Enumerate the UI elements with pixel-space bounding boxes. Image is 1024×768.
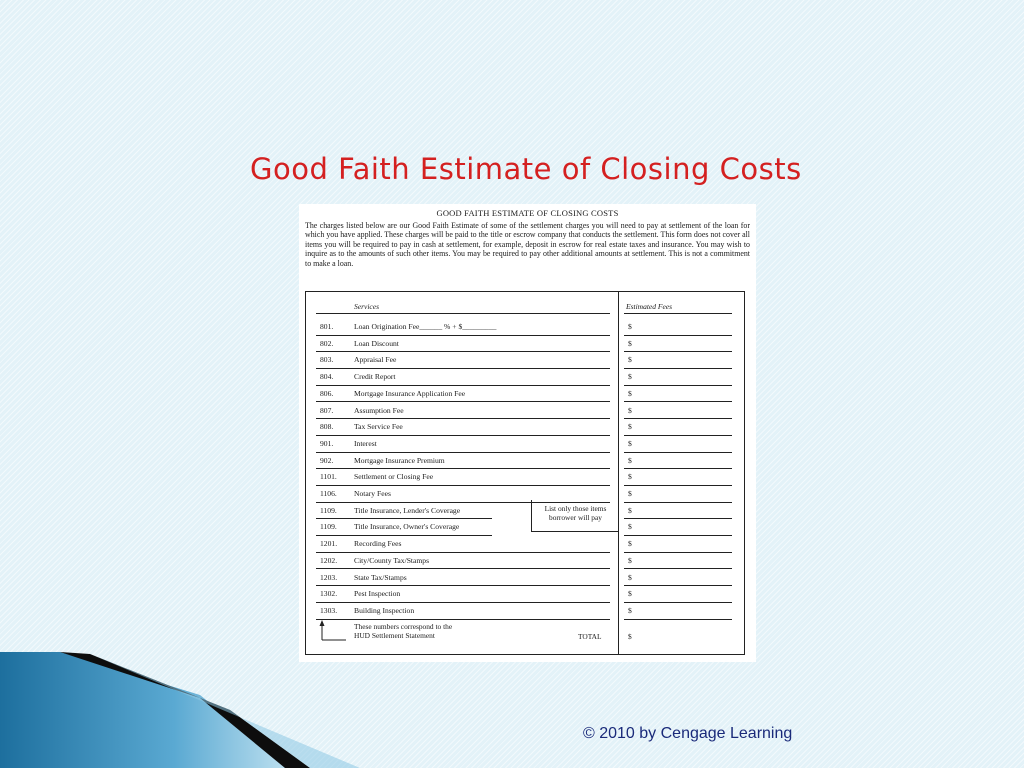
line-number: 801. (320, 322, 334, 331)
service-label: Pest Inspection (354, 589, 401, 599)
fee-row (316, 369, 732, 386)
line-number: 803. (320, 355, 334, 365)
line-number: 804. (320, 372, 334, 382)
line-number: 1101. (320, 472, 337, 482)
fee-amount: $ (628, 388, 632, 398)
fee-row (316, 486, 732, 503)
fee-row (316, 503, 732, 520)
fee-row (316, 586, 732, 603)
fee-row (316, 453, 732, 470)
services-column-header: Services (316, 302, 610, 314)
slide-title: Good Faith Estimate of Closing Costs (250, 152, 802, 186)
fee-amount: $ (628, 438, 632, 448)
fee-row (316, 519, 732, 536)
service-label: Loan Origination Fee______ % + $_________ (354, 322, 497, 331)
fee-amount: $ (628, 405, 632, 415)
fee-amount: $ (628, 589, 632, 599)
fee-row (316, 352, 732, 369)
fee-amount: $ (628, 338, 632, 348)
fee-row (316, 553, 732, 570)
form-intro-paragraph: The charges listed below are our Good Faith Estimate of some of the settlement charges you will need to pay at settlement of the loan for which you have applied. These charges will be paid to the title or escrow company that conducts the settlement. This form does not cover all items you will be required to pay in cash at settlement, for example, deposit in escrow for real estate taxes and insurance. You may wish to inquire as to the amounts of such other items. You may be required to pay other additional amounts at settlement. This is not a commitment to make a loan. (305, 221, 750, 268)
fee-amount: $ (628, 555, 632, 565)
line-number: 1109. (320, 522, 337, 532)
service-label: Mortgage Insurance Premium (354, 455, 445, 465)
corresponding-arrow-icon (318, 620, 348, 642)
line-number: 806. (320, 388, 334, 398)
service-label: Assumption Fee (354, 405, 404, 415)
service-label: Notary Fees (354, 489, 391, 498)
hud-note-line-2: HUD Settlement Statement (354, 631, 435, 640)
fee-amount: $ (628, 455, 632, 465)
line-number: 1106. (320, 489, 337, 498)
fee-amount: $ (628, 522, 632, 532)
fee-row (316, 570, 732, 587)
fee-amount: $ (628, 505, 632, 515)
fee-row (316, 336, 732, 353)
fee-amount: $ (628, 322, 632, 331)
service-label: Mortgage Insurance Application Fee (354, 388, 466, 398)
service-label: Building Inspection (354, 605, 415, 615)
service-label: Loan Discount (354, 338, 399, 348)
fee-amount: $ (628, 422, 632, 432)
service-label: Appraisal Fee (354, 355, 397, 365)
line-number: 902. (320, 455, 334, 465)
service-label: City/County Tax/Stamps (354, 555, 430, 565)
estimated-fees-column-header: Estimated Fees (624, 302, 732, 314)
hud-note-line-1: These numbers correspond to the (354, 622, 453, 631)
service-label: Settlement or Closing Fee (354, 472, 434, 482)
fee-amount: $ (628, 489, 632, 498)
line-number: 1302. (320, 589, 338, 599)
line-number: 1201. (320, 539, 338, 549)
line-number: 1303. (320, 605, 338, 615)
total-label: TOTAL (578, 632, 602, 641)
fee-amount: $ (628, 605, 632, 615)
line-number: 1109. (320, 505, 337, 515)
service-label: Interest (354, 438, 377, 448)
fees-table (305, 291, 745, 655)
line-number: 802. (320, 338, 334, 348)
fee-row (316, 319, 732, 336)
fee-amount: $ (628, 372, 632, 382)
fee-amount: $ (628, 355, 632, 365)
form-heading: GOOD FAITH ESTIMATE OF CLOSING COSTS (436, 208, 619, 218)
total-fee: $ (628, 632, 632, 641)
service-label: Tax Service Fee (354, 422, 403, 432)
decorative-swoosh (0, 640, 360, 768)
fee-row (316, 403, 732, 420)
fee-amount: $ (628, 572, 632, 582)
service-label: Credit Report (354, 372, 396, 382)
fee-row (316, 469, 732, 486)
service-label: Title Insurance, Lender's Coverage (354, 505, 461, 515)
line-number: 901. (320, 438, 334, 448)
hud-note (354, 622, 452, 640)
line-number: 807. (320, 405, 334, 415)
service-label: Recording Fees (354, 539, 402, 549)
copyright-notice: © 2010 by Cengage Learning (583, 725, 793, 742)
table-footer (316, 618, 732, 650)
fee-row (316, 386, 732, 403)
line-number: 1202. (320, 555, 338, 565)
service-label: State Tax/Stamps (354, 572, 407, 582)
fee-row (316, 419, 732, 436)
service-label: Title Insurance, Owner's Coverage (354, 522, 460, 532)
fee-row (316, 536, 732, 553)
fee-amount: $ (628, 472, 632, 482)
borrower-pay-note: List only those items borrower will pay (531, 500, 619, 532)
line-number: 808. (320, 422, 334, 432)
good-faith-estimate-form (299, 204, 756, 662)
line-number: 1203. (320, 572, 338, 582)
fee-amount: $ (628, 539, 632, 549)
fee-row (316, 436, 732, 453)
